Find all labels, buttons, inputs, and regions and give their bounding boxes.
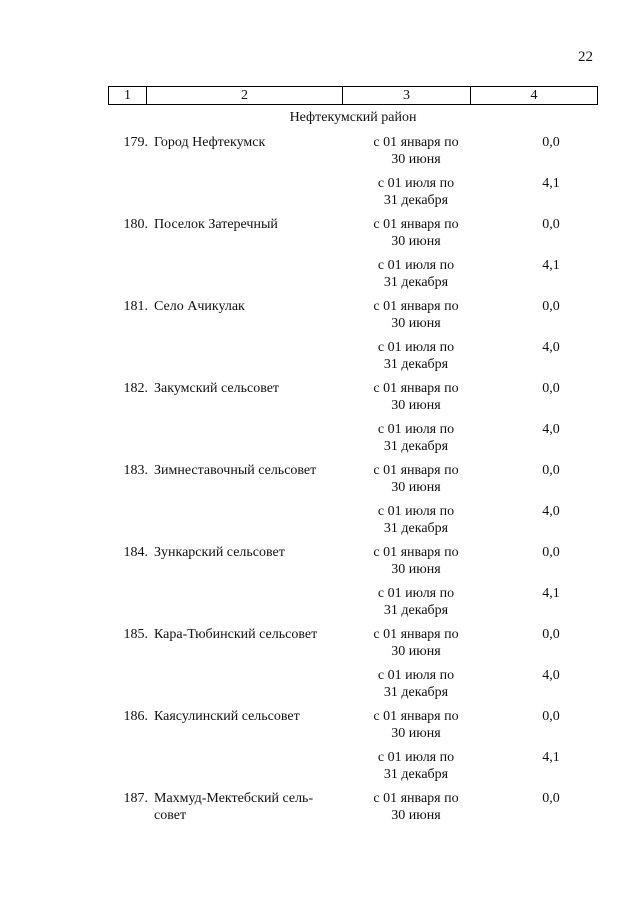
column-header-row [108, 86, 598, 105]
row-number: 187. [123, 791, 148, 806]
value-cell: 4,0 [542, 668, 560, 683]
period-cell: с 01 июля по 31 декабря [377, 504, 455, 536]
settlement-name: Поселок Затеречный [154, 217, 278, 232]
period-cell: с 01 июля по 31 декабря [377, 586, 455, 618]
column-header-3: 3 [343, 87, 471, 104]
value-cell: 4,1 [542, 176, 560, 191]
settlement-name: Закумский сельсовет [154, 381, 280, 396]
entries-list [108, 134, 598, 831]
settlement-name: Село Ачикулак [154, 299, 245, 314]
table-row [108, 790, 598, 831]
period-cell: с 01 января по 30 июня [373, 135, 459, 167]
table-row [108, 626, 598, 708]
settlement-name: Каясулинский сельсовет [154, 709, 300, 724]
table-row [108, 216, 598, 298]
table-row [108, 708, 598, 790]
row-number: 180. [123, 217, 148, 232]
table-row [108, 544, 598, 626]
value-cell: 4,1 [542, 258, 560, 273]
settlement-name: Город Нефтекумск [154, 135, 266, 150]
period-cell: с 01 января по 30 июня [373, 627, 459, 659]
value-cell: 0,0 [542, 381, 560, 396]
period-cell: с 01 января по 30 июня [373, 791, 459, 823]
value-cell: 0,0 [542, 709, 560, 724]
row-number: 181. [123, 299, 148, 314]
settlement-name: Зункарский сельсовет [154, 545, 285, 560]
value-cell: 4,1 [542, 750, 560, 765]
table-row [108, 380, 598, 462]
period-cell: с 01 января по 30 июня [373, 709, 459, 741]
period-cell: с 01 января по 30 июня [373, 381, 459, 413]
settlement-name: Кара-Тюбинский сельсовет [154, 627, 318, 642]
row-number: 179. [123, 135, 148, 150]
settlement-name: Зимнеставочный сельсовет [154, 463, 317, 478]
value-cell: 0,0 [542, 463, 560, 478]
value-cell: 0,0 [542, 299, 560, 314]
period-cell: с 01 июля по 31 декабря [377, 340, 455, 372]
period-cell: с 01 июля по 31 декабря [377, 668, 455, 700]
value-cell: 0,0 [542, 217, 560, 232]
row-number: 182. [123, 381, 148, 396]
value-cell: 0,0 [542, 791, 560, 806]
row-number: 185. [123, 627, 148, 642]
column-header-1: 1 [109, 87, 147, 104]
row-number: 183. [123, 463, 148, 478]
column-header-2: 2 [147, 87, 343, 104]
row-number: 186. [123, 709, 148, 724]
period-cell: с 01 января по 30 июня [373, 299, 459, 331]
value-cell: 0,0 [542, 627, 560, 642]
value-cell: 4,1 [542, 586, 560, 601]
period-cell: с 01 января по 30 июня [373, 217, 459, 249]
table-row [108, 298, 598, 380]
table-row [108, 134, 598, 216]
column-header-4: 4 [530, 87, 538, 103]
table-row [108, 462, 598, 544]
settlement-name: Махмуд-Мектебский сель- совет [154, 791, 314, 823]
district-title: Нефтекумский район [289, 110, 417, 125]
period-cell: с 01 июля по 31 декабря [377, 176, 455, 208]
value-cell: 4,0 [542, 422, 560, 437]
value-cell: 4,0 [542, 504, 560, 519]
value-cell: 0,0 [542, 135, 560, 150]
value-cell: 4,0 [542, 340, 560, 355]
period-cell: с 01 января по 30 июня [373, 463, 459, 495]
page-number: 22 [578, 49, 593, 65]
period-cell: с 01 июля по 31 декабря [377, 422, 455, 454]
period-cell: с 01 июля по 31 декабря [377, 750, 455, 782]
row-number: 184. [123, 545, 148, 560]
value-cell: 0,0 [542, 545, 560, 560]
period-cell: с 01 января по 30 июня [373, 545, 459, 577]
period-cell: с 01 июля по 31 декабря [377, 258, 455, 290]
